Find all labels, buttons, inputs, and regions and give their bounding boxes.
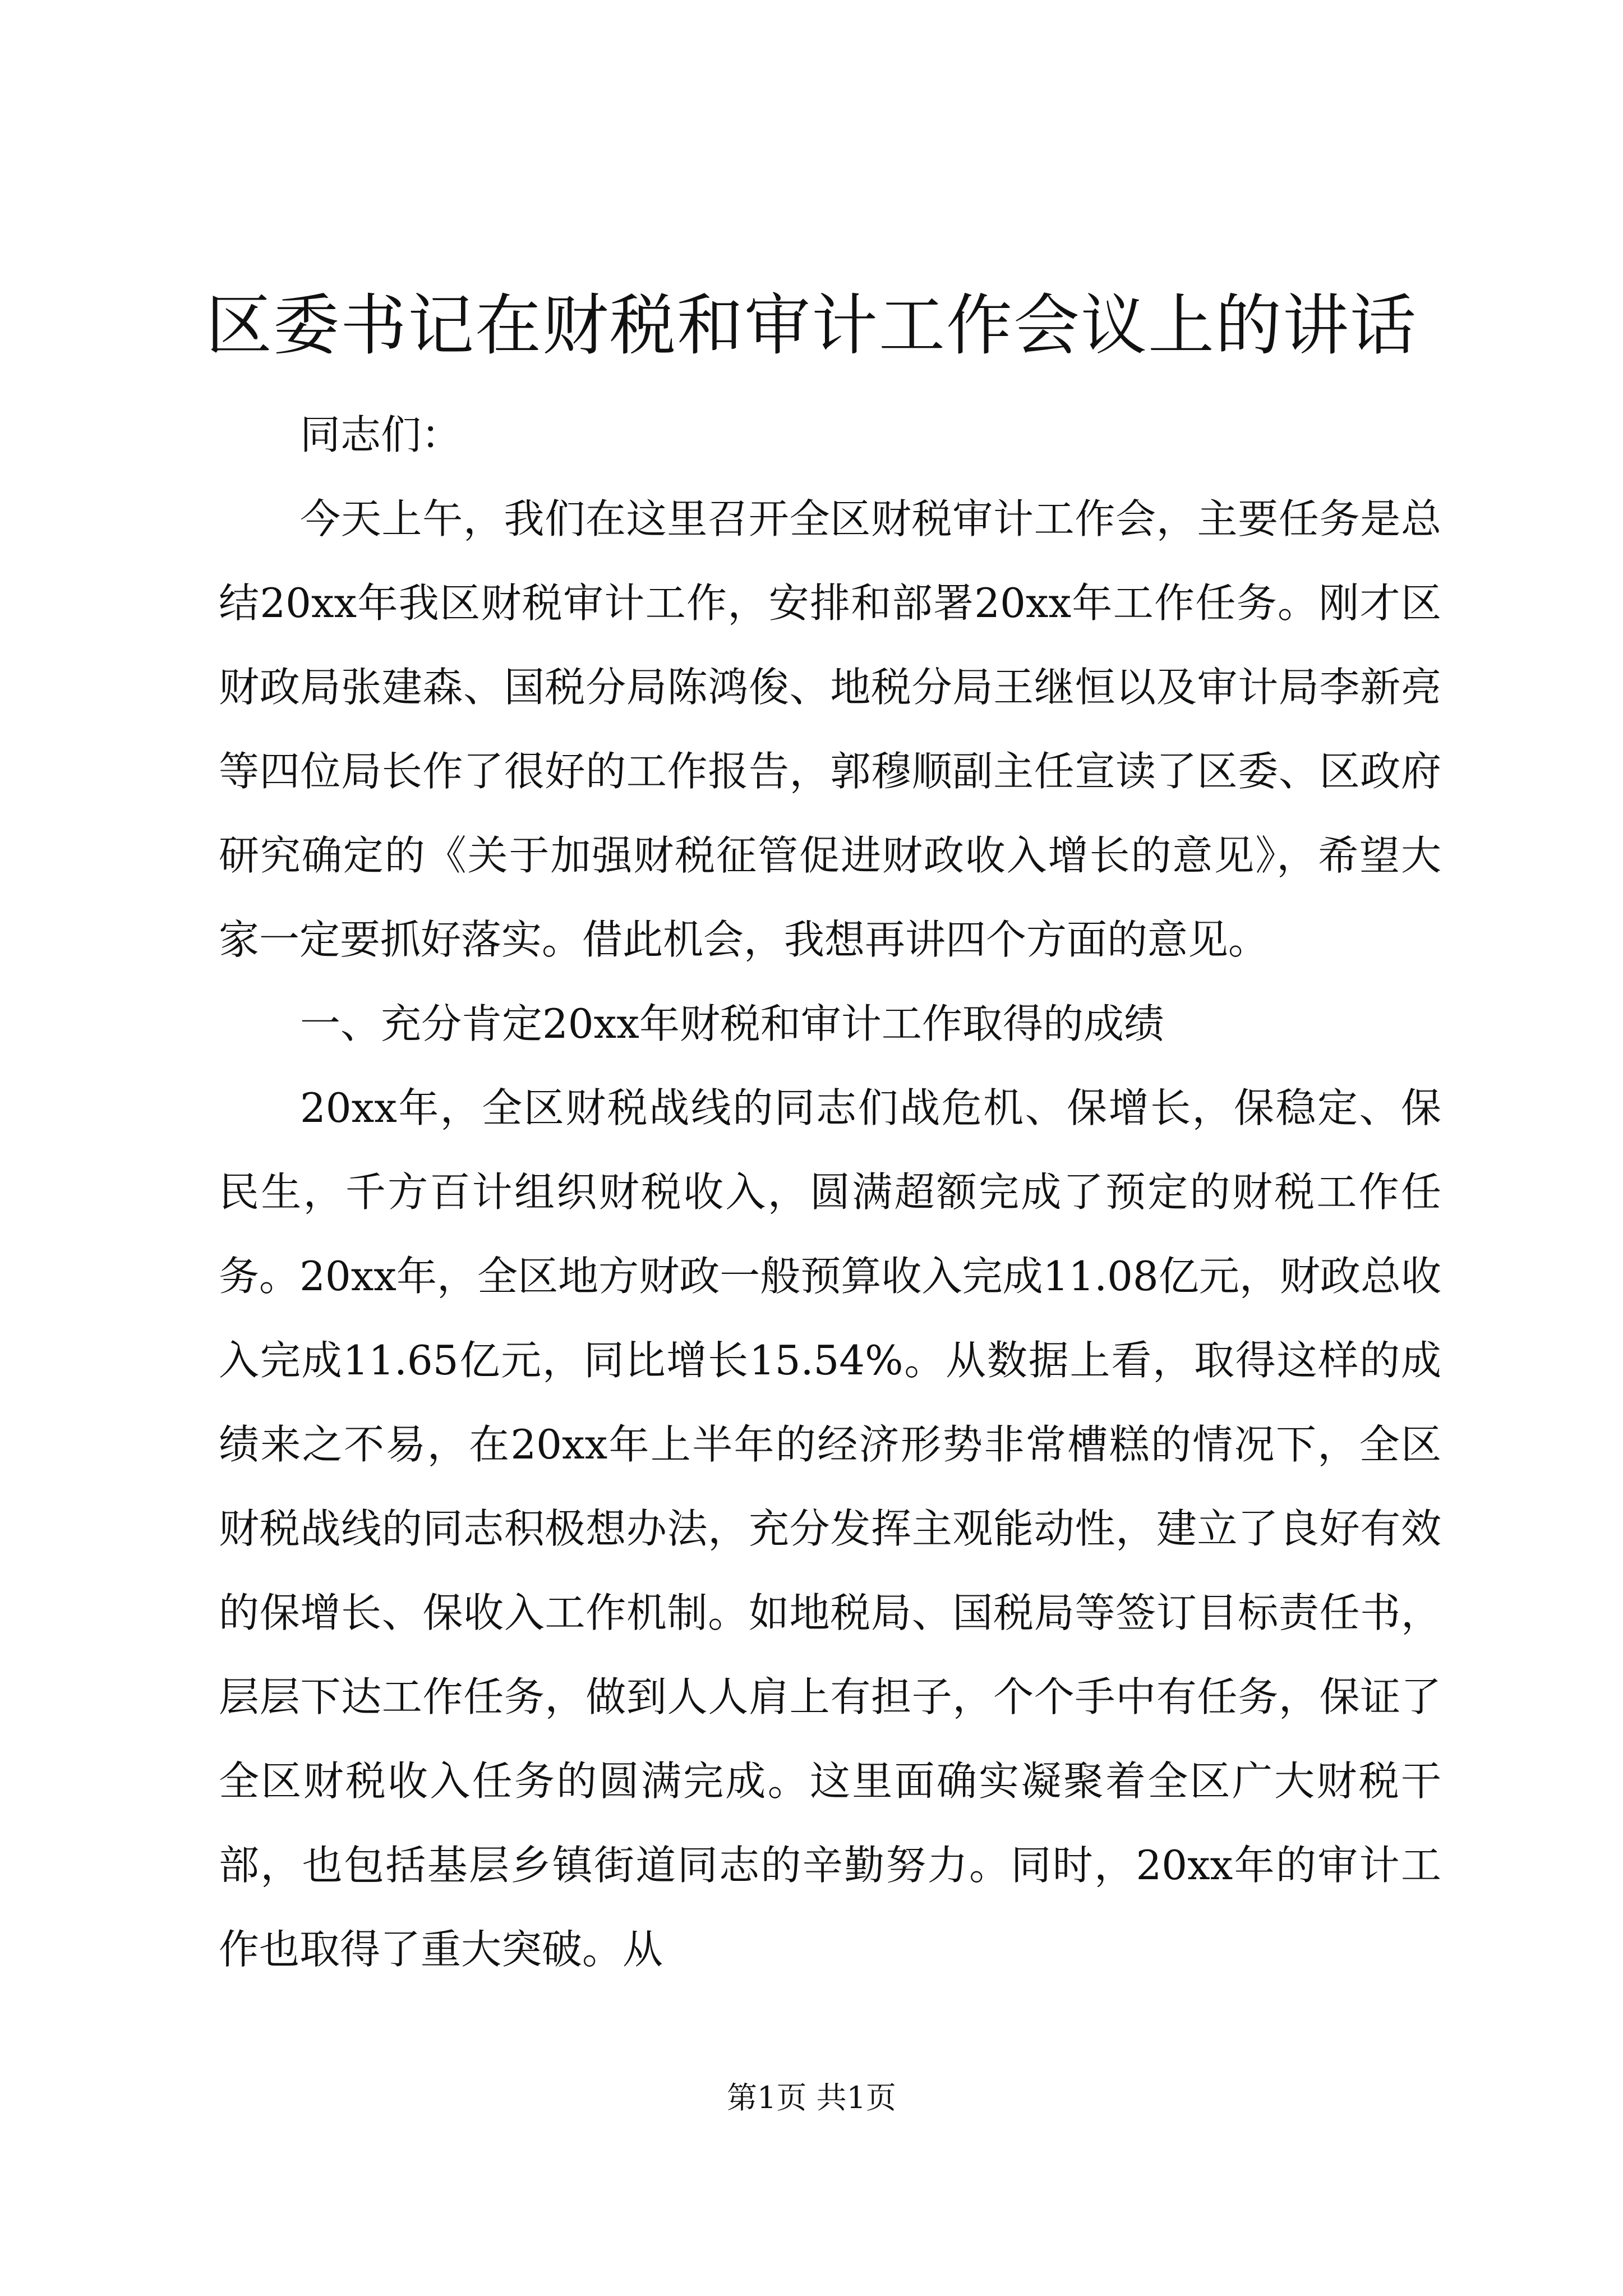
salutation: 同志们：	[300, 411, 462, 458]
document-title: 区委书记在财税和审计工作会议上的讲话	[205, 287, 1417, 364]
section-heading: 一、充分肯定20xx年财税和审计工作取得的成绩	[300, 1000, 1164, 1047]
body-paragraph: 20xx年，全区财税战线的同志们战危机、保增长，保稳定、保民生，千方百计组织财税收入，圆满超额完成了预定的财税工作任务。20xx年，全区地方财政一般预算收入完成11.08亿元，财政总收入完成11.65亿元，同比增长15.54%。从数据上看，取得这样的成绩来之不易，在20xx年上半年的经济形势非常槽糕的情况下，全区财税战线的同志积极想办法，充分发挥主观能动性，建立了良好有效的保增长、保收入工作机制。如地税局、国税局等签订目标责任书，层层下达工作任务，做到人人肩上有担子，个个手中有任务，保证了全区财税收入任务的圆满完成。这里面确实凝聚着全区广大财税干部，也包括基层乡镇街道同志的辛勤努力。同时，20xx年的审计工作也取得了重大突破。从	[219, 1084, 1441, 1973]
intro-paragraph: 今天上午，我们在这里召开全区财税审计工作会，主要任务是总结20xx年我区财税审计工作，安排和部署20xx年工作任务。刚才区财政局张建森、国税分局陈鸿俊、地税分局王继恒以及审计局李新亮等四位局长作了很好的工作报告，郭穆顺副主任宣读了区委、区政府研究确定的《关于加强财税征管促进财政收入增长的意见》，希望大家一定要抓好落实。借此机会，我想再讲四个方面的意见。	[219, 495, 1441, 963]
page-footer: 第1页 共1页	[727, 2080, 896, 2115]
document-body	[219, 393, 1441, 1991]
